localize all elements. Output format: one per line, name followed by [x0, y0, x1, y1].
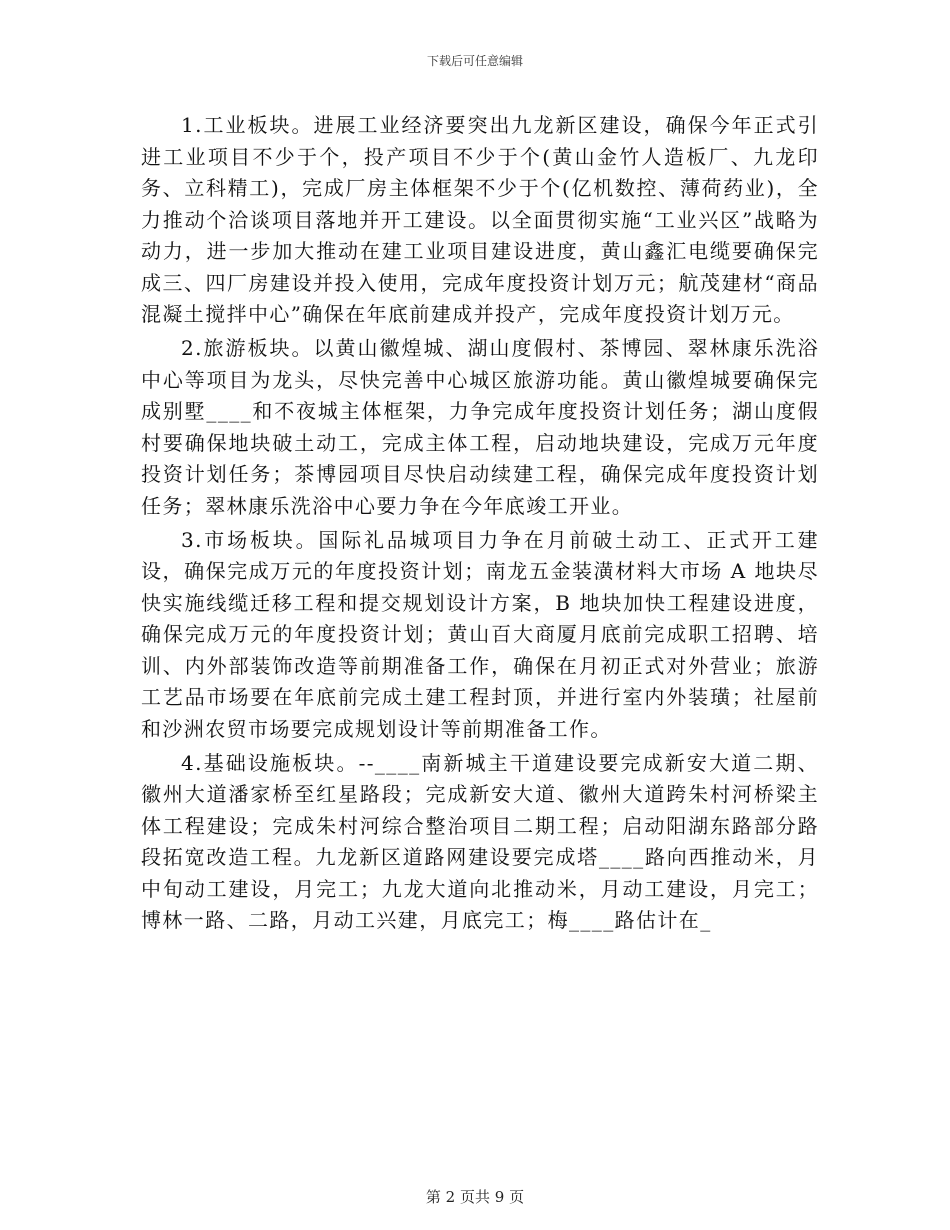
page-header: 下载后可任意编辑 [426, 54, 523, 68]
paragraph-tourism: 2.旅游板块。以黄山徽煌城、湖山度假村、茶博园、翠林康乐洗浴中心等项目为龙头，尽快完善中心城区旅游功能。黄山徽煌城要确保完成别墅____和不夜城主体框架，力争完成年度投资计划任务；湖山度假村要确保地块破土动工，完成主体工程，启动地块建设，完成万元年度投资计划任务；茶博园项目尽快启动续建工程，确保完成年度投资计划任务；翠林康乐洗浴中心要力争在今年底竣工开业。 [141, 336, 819, 518]
page-number: 第 2 页共 9 页 [425, 1188, 525, 1206]
paragraph-market: 3.市场板块。国际礼品城项目力争在月前破土动工、正式开工建设，确保完成万元的年度投资计划；南龙五金装潢材料大市场 A 地块尽快实施线缆迁移工程和提交规划设计方案，B 地块加快工程建设进度，确保完成万元的年度投资计划；黄山百大商厦月底前完成职工招聘、培训、内外部装饰改造等前期准备工作，确保在月初正式对外营业；旅游工艺品市场要在年底前完成土建工程封顶，并进行室内外装璜；社屋前和沙洲农贸市场要完成规划设计等前期准备工作。 [141, 527, 819, 741]
paragraph-industry: 1.工业板块。进展工业经济要突出九龙新区建设，确保今年正式引进工业项目不少于个，投产项目不少于个(黄山金竹人造板厂、九龙印务、立科精工)，完成厂房主体框架不少于个(亿机数控、薄荷药业)，全力推动个洽谈项目落地并开工建设。以全面贯彻实施“工业兴区”战略为动力，进一步加大推动在建工业项目建设进度，黄山鑫汇电缆要确保完成三、四厂房建设并投入使用，完成年度投资计划万元；航茂建材“商品混凝土搅拌中心”确保在年底前建成并投产，完成年度投资计划万元。 [141, 113, 819, 326]
document-body [141, 110, 819, 939]
paragraph-infrastructure: 4.基础设施板块。--____南新城主干道建设要完成新安大道二期、徽州大道潘家桥至红星路段；完成新安大道、徽州大道跨朱村河桥梁主体工程建设；完成朱村河综合整治项目二期工程；启动阳湖东路部分路段拓宽改造工程。九龙新区道路网建设要完成塔____路向西推动米，月中旬动工建设，月完工；九龙大道向北推动米，月动工建设，月完工；博林一路、二路，月动工兴建，月底完工；梅____路估计在_ [141, 750, 819, 932]
